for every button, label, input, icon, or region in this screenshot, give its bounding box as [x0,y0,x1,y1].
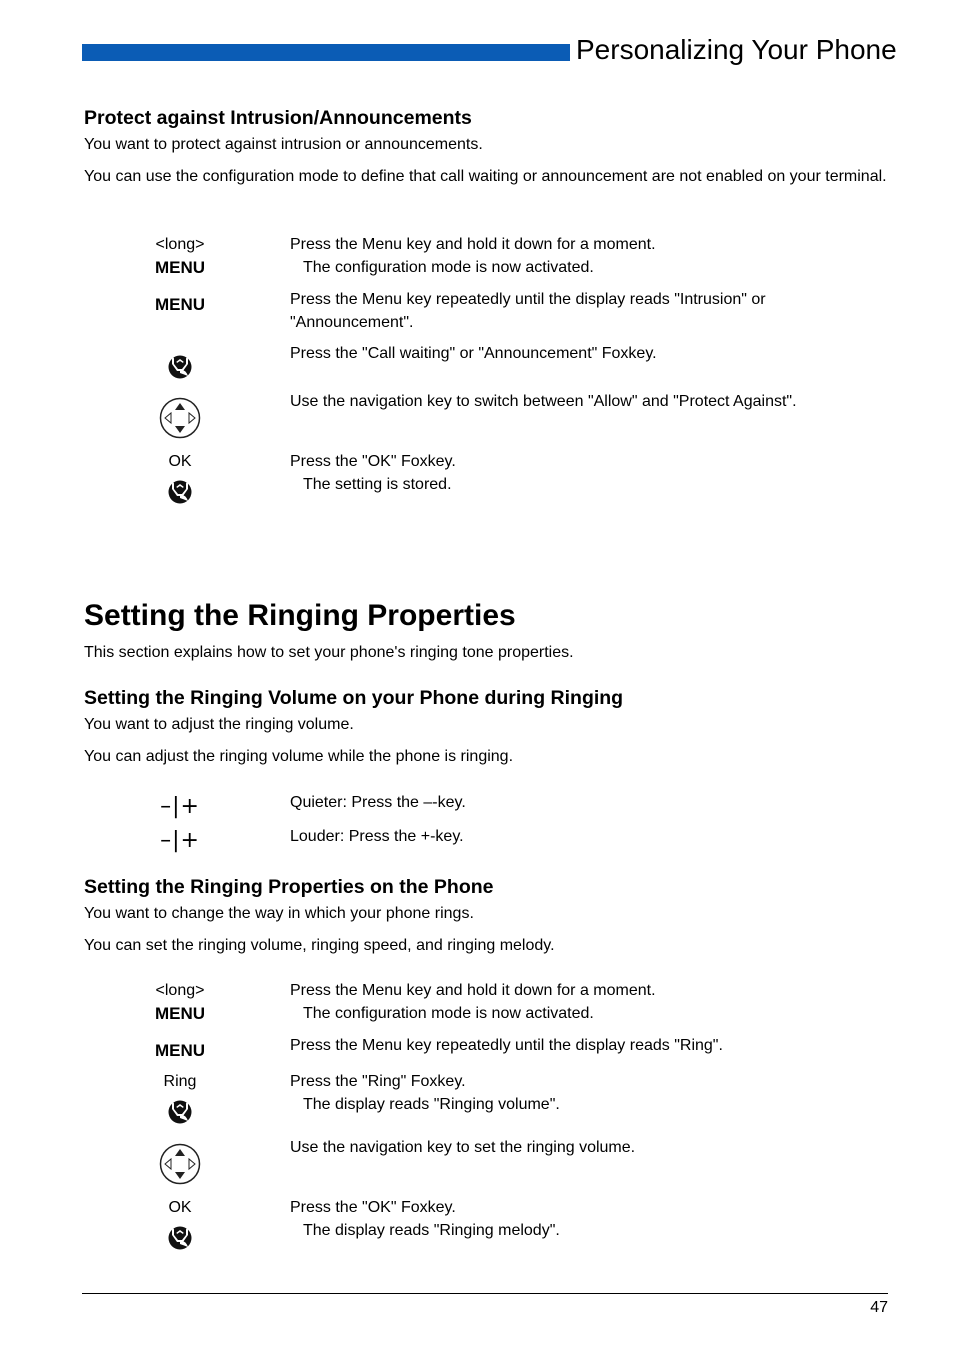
step-text: Press the "OK" Foxkey. [290,453,456,470]
step-text: Louder: Press the +-key. [290,828,464,845]
step-subtext: The configuration mode is now activated. [303,259,594,276]
step-subtext: The display reads "Ringing melody". [303,1222,560,1239]
phone-p1: You want to change the way in which your phone rings. [84,905,474,922]
header-title: Personalizing Your Phone [576,34,897,65]
step-text: Press the Menu key repeatedly until the display reads "Intrusion" or "Announcement". [290,291,766,331]
step-text: Use the navigation key to set the ringing volume. [290,1139,636,1156]
protect-p1: You want to protect against intrusion or announcements. [84,136,483,153]
step-subtext: The configuration mode is now activated. [303,1005,594,1022]
menu-key-label: MENU [154,1004,206,1023]
ring-key-label: Ring [163,1073,197,1090]
foxkey-icon [82,1097,278,1125]
protect-section-title: Protect against Intrusion/Announcements [84,107,472,129]
step-text: Quieter: Press the –-key. [290,794,466,811]
menu-key-label: MENU [154,1041,206,1060]
step-text: Press the "OK" Foxkey. [290,1199,456,1216]
step-text: Press the Menu key and hold it down for a moment. [290,982,656,999]
foxkey-icon [82,477,278,505]
step-text: Press the Menu key and hold it down for a moment. [290,236,656,253]
page-number: 47 [870,1299,888,1316]
foxkey-icon [82,1223,278,1251]
protect-p2: You can use the configuration mode to define that call waiting or announcement are not enabled on your terminal. [84,168,887,185]
step-text: Press the "Ring" Foxkey. [290,1073,466,1090]
step-text: Press the Menu key repeatedly until the display reads "Ring". [290,1037,723,1054]
minus-plus-key-icon: –|+ [160,794,200,819]
step-subtext: The setting is stored. [303,476,452,493]
ok-key-label: OK [168,1199,192,1216]
minus-plus-key-icon: –|+ [160,828,200,853]
foxkey-icon [82,352,278,380]
menu-key-label: MENU [154,295,206,314]
phone-p2: You can set the ringing volume, ringing speed, and ringing melody. [84,937,555,954]
step-text: Use the navigation key to switch between "Allow" and "Protect Against". [290,393,797,410]
volume-p2: You can adjust the ringing volume while the phone is ringing. [84,748,514,765]
menu-key-label: MENU [154,258,206,277]
volume-section-title: Setting the Ringing Volume on your Phone during Ringing [84,687,624,709]
footer-rule [82,1293,888,1294]
navigation-key-icon [82,397,278,439]
navigation-key-icon [82,1143,278,1185]
ringing-intro: This section explains how to set your phone's ringing tone properties. [84,644,574,661]
step-subtext: The display reads "Ringing volume". [303,1096,560,1113]
phone-section-title: Setting the Ringing Properties on the Phone [84,876,494,898]
header-bar [82,44,570,61]
ok-key-label: OK [168,453,192,470]
key-long-label: <long> [155,236,205,253]
volume-p1: You want to adjust the ringing volume. [84,716,354,733]
step-text: Press the "Call waiting" or "Announcement" Foxkey. [290,345,657,362]
section-title: Setting the Ringing Properties [84,599,516,632]
key-long-label: <long> [155,982,205,999]
